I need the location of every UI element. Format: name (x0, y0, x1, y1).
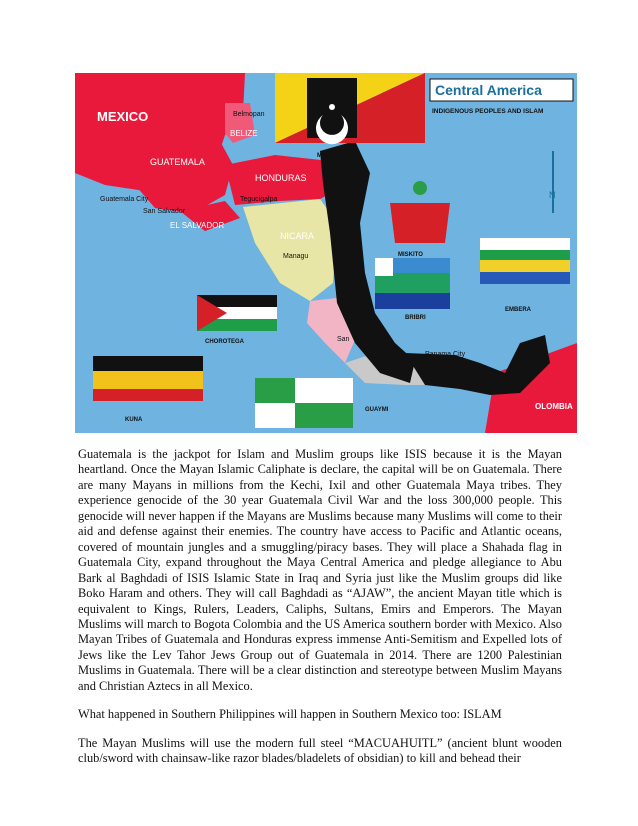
country-colombia: OLOMBIA (535, 402, 573, 411)
central-america-map (75, 73, 577, 433)
people-bribri: BRIBRI (405, 315, 426, 321)
country-belize: BELIZE (230, 129, 258, 138)
country-nicaragua: NICARA (280, 231, 315, 241)
city-san-salvador: San Salvador (143, 208, 186, 215)
country-honduras: HONDURAS (255, 173, 307, 183)
compass-n: N (549, 190, 556, 200)
top-flag (275, 73, 425, 144)
city-belmopan: Belmopan (233, 111, 265, 118)
city-panama: Panama City (425, 351, 466, 358)
people-maya: MAYA (317, 153, 334, 159)
people-embera: EMBERA (505, 307, 532, 313)
people-miskito: MISKITO (398, 252, 423, 258)
article-body (78, 447, 562, 780)
city-san-jose: San (337, 336, 350, 343)
map-subtitle: INDIGENOUS PEOPLES AND ISLAM (432, 108, 544, 115)
country-guatemala: GUATEMALA (150, 157, 205, 167)
paragraph-guatemala: Guatemala is the jackpot for Islam and Muslim groups like ISIS because it is the Mayan heartland. Once the Mayan Islamic Caliphate is declare, the capital will be on Guatemala. There are many Mayans in millions from the Kechi, Ixil and other Guatemala Maya tribes. They experience genocide of the 30 year Guatemala Civil War and the loss 300,000 people. This genocide will never happen if the Mayans are Muslims because many Muslims will come to their aid and defense against their enemies. The country have access to Pacific and Atlantic oceans, covered of mountain jungles and a smuggling/piracy bases. They will place a Shahada flag in Guatemala City, expand throughout the Maya Central America and pledge allegiance to Abu Bark al Baghdadi of ISIS Islamic State in Iraq and Syria just like the Muslim groups did like Boko Haram and others. They will call Baghdadi as “AJAW”, the ancient Mayan title which is equivalent to Kings, Rulers, Leaders, Caliphs, Sultans, Emirs and Emperors. The Mayan Muslims will march to Bogota Colombia and the US America southern border with Mexico. Also Mayan Tribes of Guatemala and Honduras express immense Anti-Semitism and Expelled lots of Jews like the Lev Tahor Jews Group out of Guatemala in 2014. There are 1200 Palestinian Muslims in Guatemala. There will be a clear distinction and stereotype between Muslim Mayans and Christian Aztecs in all Mexico. (78, 447, 562, 693)
country-mexico: MEXICO (97, 109, 149, 124)
city-tegucigalpa: Tegucigalpa (240, 196, 278, 203)
map-title: Central America (435, 82, 542, 98)
people-kuna: KUNA (125, 417, 143, 423)
paragraph-philippines: What happened in Southern Philippines will happen in Southern Mexico too: ISLAM (78, 707, 502, 722)
city-managua: Managu (283, 253, 309, 260)
paragraph-macuahuitl: The Mayan Muslims will use the modern full steel “MACUAHUITL” (ancient blunt wooden club/sword with chainsaw-like razor blades/bladelets of obsidian) to kill and behead their (78, 735, 562, 766)
city-guatemala: Guatemala City (100, 196, 149, 203)
people-guaymi: GUAYMI (365, 407, 389, 413)
people-chorotega: CHOROTEGA (205, 339, 244, 345)
country-el-salvador: EL SALVADOR (170, 221, 225, 230)
